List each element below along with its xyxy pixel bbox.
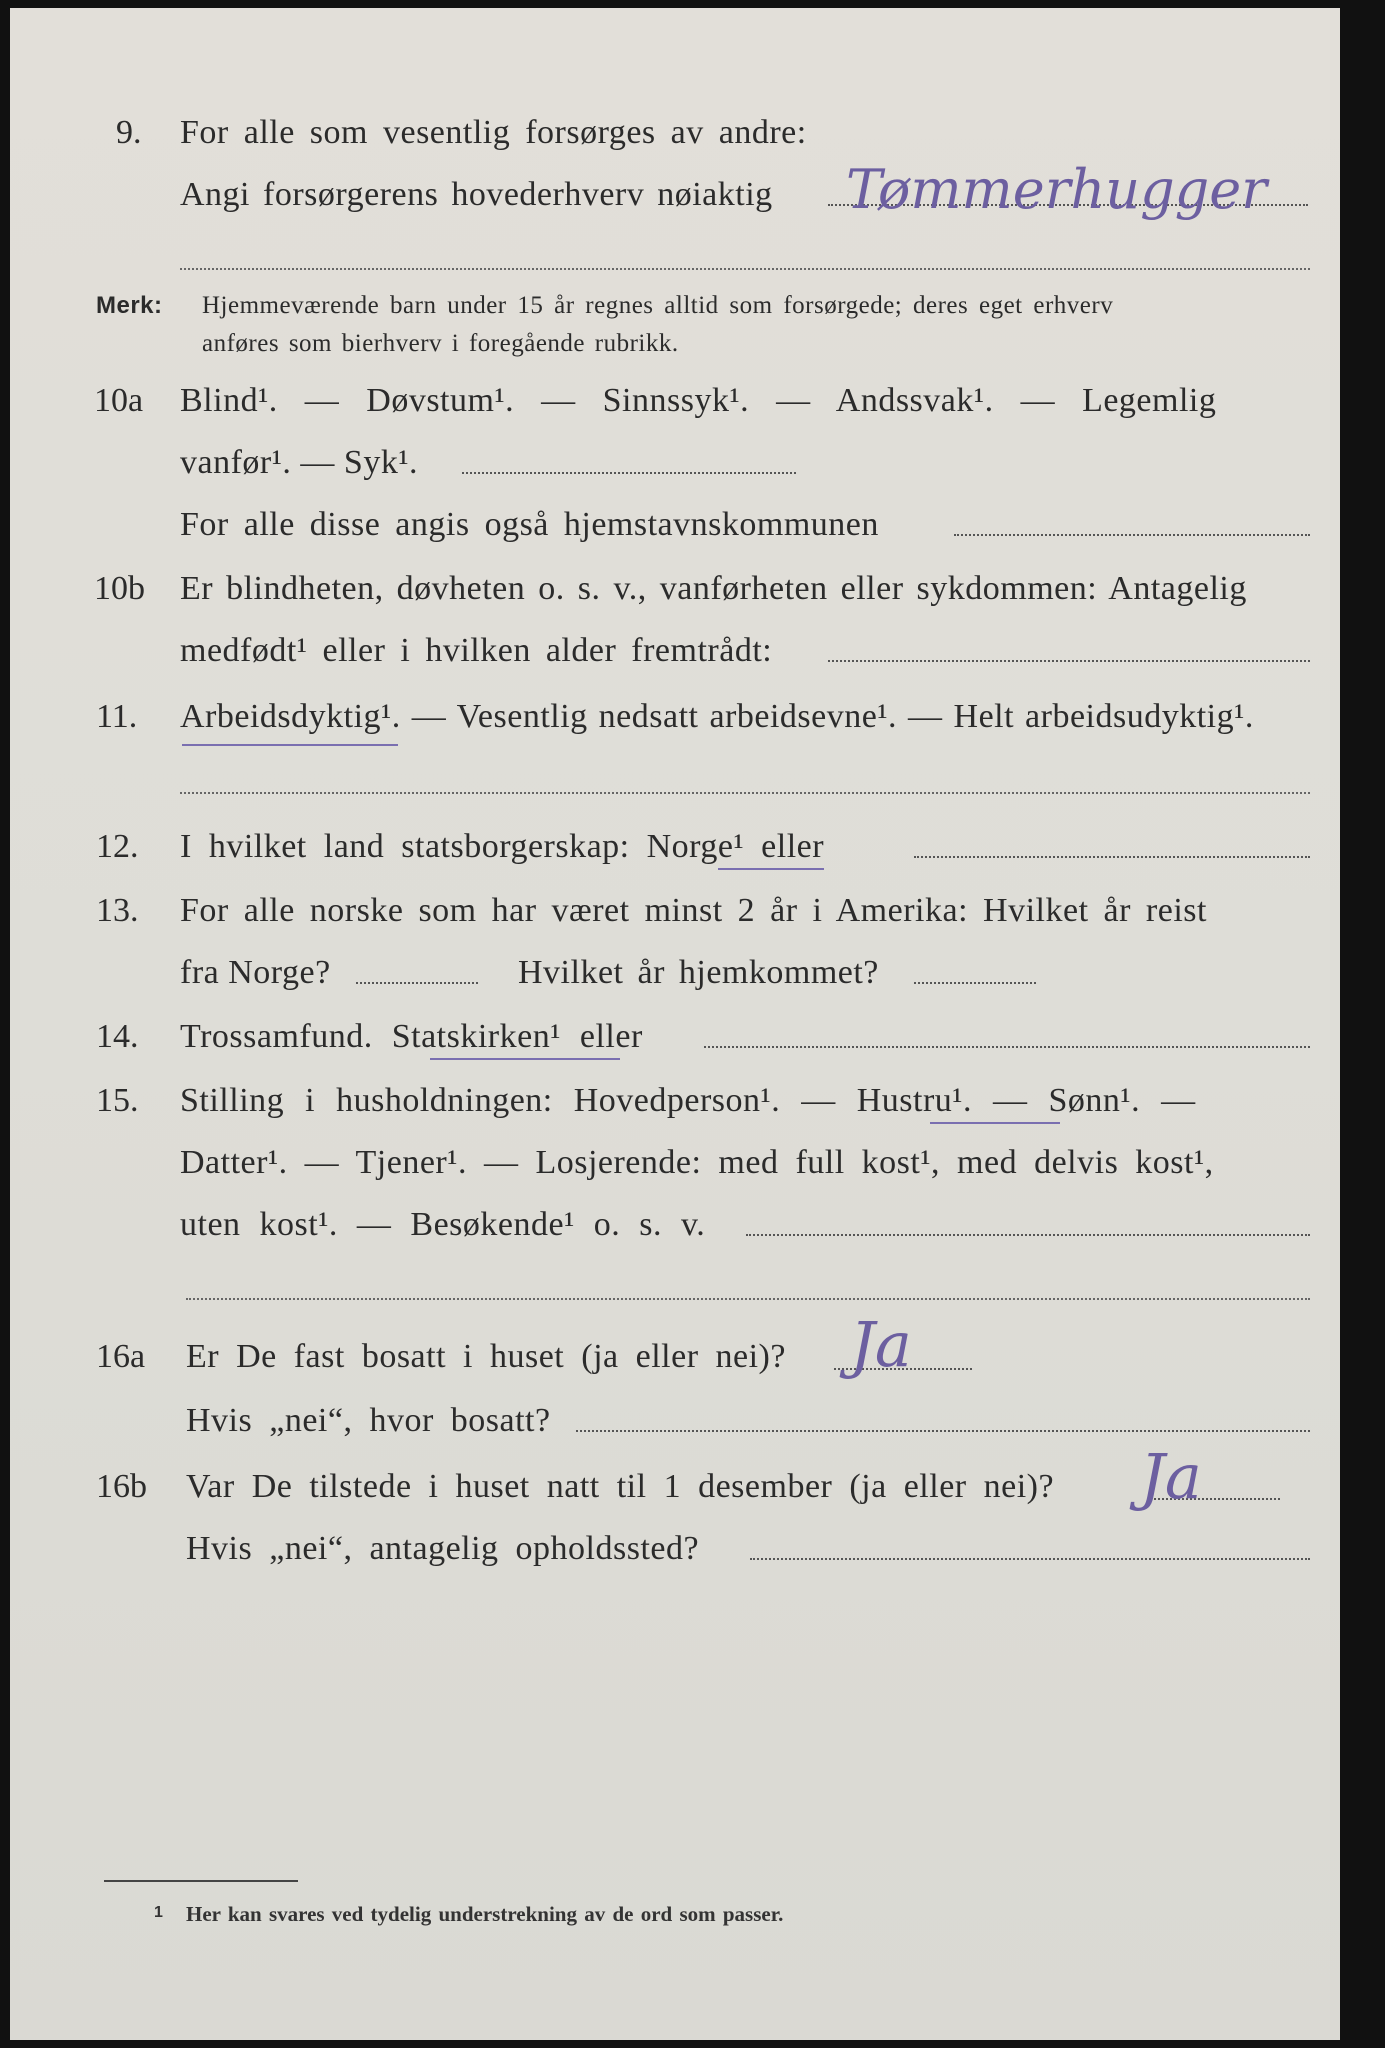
q12-land-dotline xyxy=(914,856,1310,858)
q10a-number: 10a xyxy=(94,382,144,419)
q12-line1: I hvilket land statsborgerskap: Norge¹ eller xyxy=(180,828,825,865)
q10b-line2: medfødt¹ eller i hvilken alder fremtrådt: xyxy=(180,632,773,669)
q15-number: 15. xyxy=(96,1082,139,1119)
census-form-page xyxy=(10,8,1340,2040)
q16a-bosatt-dotline xyxy=(576,1430,1310,1432)
q12-norge-underline xyxy=(718,868,824,870)
q16a-line2: Hvis „nei“, hvor bosatt? xyxy=(186,1402,551,1439)
q9-line1: For alle som vesentlig forsørges av andre: xyxy=(180,114,807,151)
q15-line2: Datter¹. — Tjener¹. — Losjerende: med full kost¹, med delvis kost¹, xyxy=(180,1144,1214,1181)
q9-handwritten-answer: Tømmerhugger xyxy=(846,158,1267,221)
q13-line2a: fra Norge? xyxy=(180,954,331,991)
q16b-handwritten-answer: Ja xyxy=(1140,1440,1202,1513)
q14-line1: Trossamfund. Statskirken¹ eller xyxy=(180,1018,643,1055)
q15-line1: Stilling i husholdningen: Hovedperson¹. — Hustru¹. — Sønn¹. — xyxy=(180,1082,1196,1119)
q10b-number: 10b xyxy=(94,570,145,607)
q16b-line2: Hvis „nei“, antagelig opholdssted? xyxy=(186,1530,700,1567)
footnote-mark: 1 xyxy=(154,1904,163,1921)
q10a-kommune-dotline xyxy=(954,534,1310,536)
q9-number: 9. xyxy=(116,114,142,151)
footnote-text: Her kan svares ved tydelig understrekning av de ord som passer. xyxy=(186,1902,784,1926)
q10b-alder-dotline xyxy=(828,660,1310,662)
q14-trossamfund-dotline xyxy=(704,1046,1310,1048)
q16b-number: 16b xyxy=(96,1468,147,1505)
q15-stilling-dotline xyxy=(746,1234,1310,1236)
q10a-line2: vanfør¹. — Syk¹. xyxy=(180,444,419,481)
q16a-number: 16a xyxy=(96,1338,146,1375)
q16b-opholdssted-dotline xyxy=(750,1558,1310,1560)
q11-arbeidsdyktig-underline xyxy=(182,744,398,746)
q14-statskirken-underline xyxy=(430,1058,620,1060)
q16a-handwritten-answer: Ja xyxy=(850,1308,912,1381)
q16b-line1: Var De tilstede i huset natt til 1 desember (ja eller nei)? xyxy=(186,1468,1055,1505)
q13-reist-dotline xyxy=(356,982,478,984)
q9-extra-line xyxy=(180,268,1310,270)
q9-line2: Angi forsørgerens hovederhverv nøiaktig xyxy=(180,176,773,213)
q13-line2b: Hvilket år hjemkommet? xyxy=(518,954,879,991)
q15-line3: uten kost¹. — Besøkende¹ o. s. v. xyxy=(180,1206,706,1243)
q14-number: 14. xyxy=(96,1018,139,1055)
footnote-rule xyxy=(104,1880,298,1882)
merk-line1: Hjemmeværende barn under 15 år regnes alltid som forsørgede; deres eget erhverv xyxy=(202,292,1114,319)
merk-label: Merk: xyxy=(96,292,163,319)
q10a-line3: For alle disse angis også hjemstavnskommunen xyxy=(180,506,879,543)
q10a-line1: Blind¹. — Døvstum¹. — Sinnssyk¹. — Andssvak¹. — Legemlig xyxy=(180,382,1217,419)
q15-extra-line xyxy=(186,1298,1310,1300)
q13-line1: For alle norske som har været minst 2 år i Amerika: Hvilket år reist xyxy=(180,892,1207,929)
q15-hustru-underline xyxy=(930,1122,1060,1124)
q11-line1: Arbeidsdyktig¹. — Vesentlig nedsatt arbeidsevne¹. — Helt arbeidsudyktig¹. xyxy=(180,698,1254,735)
q11-extra-line xyxy=(180,792,1310,794)
q13-hjemkommet-dotline xyxy=(914,982,1036,984)
q12-number: 12. xyxy=(96,828,139,865)
q11-number: 11. xyxy=(96,698,138,735)
q10a-syk-dotline xyxy=(462,472,796,474)
merk-line2: anføres som bierhverv i foregående rubrikk. xyxy=(202,330,679,357)
q13-number: 13. xyxy=(96,892,139,929)
q16a-line1: Er De fast bosatt i huset (ja eller nei)? xyxy=(186,1338,786,1375)
q10b-line1: Er blindheten, døvheten o. s. v., vanførheten eller sykdommen: Antagelig xyxy=(180,570,1247,607)
